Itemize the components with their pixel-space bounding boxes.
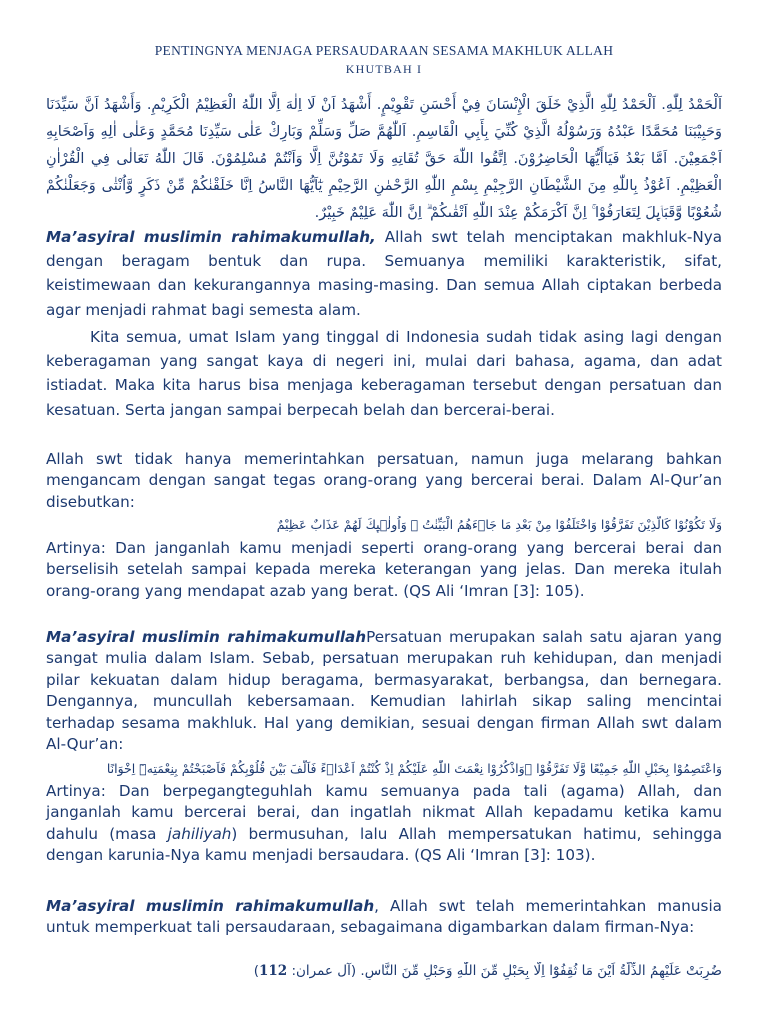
translation-103-text-b: ) bermusuhan, lalu Allah mempersatukan hatimu, sehingga dengan karunia-Nya kamu menjadi bersaudara. (QS Ali ‘Imran [3]: 103). — [46, 824, 722, 865]
page-subtitle: KHUTBAH I — [345, 62, 423, 76]
salutation-lead: Ma’asyiral muslimin rahimakumullah — [46, 897, 375, 915]
translation-103-italic: jahiliyah — [167, 824, 232, 843]
paragraph-diversity: Kita semua, umat Islam yang tinggal di Indonesia sudah tidak asing lagi dengan keberagaman yang sangat kaya di negeri ini, mulai dari bahasa, agama, dan adat istiadat. Maka kita harus bisa menjaga keberagaman tersebut dengan persatuan dan kesatuan. Serta jangan sampai berpecah belah dan bercerai-berai. — [46, 328, 722, 419]
salutation-lead: Ma’asyiral muslimin rahimakumullah — [46, 628, 367, 646]
paragraph-intro — [46, 225, 722, 322]
paragraph-unity-text: Persatuan merupakan salah satu ajaran yang sangat mulia dalam Islam. Sebab, persatuan merupakan ruh kehidupan, dan menjadi pilar kekuatan dalam hidup beragama, bermasyarakat, berbangsa, dan bernegara. Dengannya, muncullah kebersamaan. Kemudian lahirlah sikap saling mencintai terhadap sesama makhluk. Hal yang demikian, sesuai dengan firman Allah swt dalam Al-Qur’an: — [46, 628, 722, 754]
salutation-lead: Ma’asyiral muslimin rahimakumullah, — [46, 228, 376, 246]
paragraph-translation-105: Artinya: Dan janganlah kamu menjadi seperti orang-orang yang bercerai berai dan berselisih setelah sampai kepada mereka keterangan yang jelas. Dan mereka itulah orang-orang yang mendapat azab yang berat. (QS Ali ‘Imran [3]: 105). — [46, 539, 722, 600]
paragraph-unity — [46, 627, 722, 755]
paragraph-brotherhood-text: , Allah swt telah memerintahkan manusia untuk memperkuat tali persaudaraan, sebagaimana digambarkan dalam firman-Nya: — [46, 897, 722, 937]
verse-112-number: 112 — [258, 963, 288, 979]
quran-verse-ali-imran-103: وَاعْتَصِمُوْا بِحَبْلِ اللّٰهِ جَمِيْعًا وَّلَا تَفَرَّقُوْا ۖوَاذْكُرُوْا نِعْمَتَ اللّٰهِ عَلَيْكُمْ اِذْ كُنْتُمْ اَعْدَاۤءً فَاَلَّفَ بَيْنَ قُلُوْبِكُمْ فَاَصْبَحْتُمْ بِنِعْمَتِهٖٓ اِخْوَانًا — [106, 761, 722, 776]
quran-verse-ali-imran-105: وَلَا تَكُوْنُوْا كَالَّذِيْنَ تَفَرَّقُوْا وَاخْتَلَفُوْا مِنْ بَعْدِ مَا جَاۤءَهُمُ الْبَيِّنٰتُ ۗ وَاُولٰۤىِٕكَ لَهُمْ عَذَابٌ عَظِيْمٌ — [276, 517, 722, 532]
paragraph-intro-text: Allah swt telah menciptakan makhluk-Nya dengan beragam bentuk dan rupa. Semuanya memiliki karakteristik, sifat, keistimewaan dan kekurangannya masing-masing. Dan semua Allah ciptakan berbeda agar menjadi rahmat bagi semesta alam. — [46, 228, 722, 319]
verse-112-close: ) — [253, 963, 259, 979]
quran-verse-ali-imran-112 — [46, 962, 722, 980]
paragraph-translation-103 — [46, 781, 722, 867]
verse-112-text: ضُرِبَتْ عَلَيْهِمُ الذِّلَّةُ اَيْنَ مَا ثُقِفُوْٓا اِلَّا بِحَبْلٍ مِّنَ اللّٰهِ وَحَبْلٍ مِّنَ النَّاسِ. (آل عمران: — [291, 963, 722, 979]
translation-103-text-a: Artinya: Dan berpegangteguhlah kamu semuanya pada tali (agama) Allah, dan janganlah kamu bercerai berai, dan ingatlah nikmat Allah kepadamu ketika kamu dahulu (masa — [46, 782, 722, 843]
paragraph-brotherhood — [46, 896, 722, 939]
page-title: PENTINGNYA MENJAGA PERSAUDARAAN SESAMA MAKHLUK ALLAH — [154, 43, 614, 58]
paragraph-prohibition: Allah swt tidak hanya memerintahkan persatuan, namun juga melarang bahkan mengancam dengan sangat tegas orang-orang yang bercerai berai. Dalam Al-Qur’an disebutkan: — [46, 450, 722, 511]
opening-arabic-text: اَلْحَمْدُ لِلّٰهِ. اَلْحَمْدُ لِلّٰهِ الَّذِيْ خَلَقَ الْإِنْسَانَ فِيْ أَحْسَنِ تَقْوِيْمٍ. أَشْهَدُ اَنْ لَا اِلٰهَ اِلَّا اللّٰهُ الْعَظِيْمُ الْكَرِيْمِ. وَأَشْهَدُ اَنَّ سَيِّدَنَا وَحَبِيْبَنَا مُحَمَّدًا عَبْدُهُ وَرَسُوْلُهُ الَّذِيْ كُنِّيَ بِأَبِي الْقَاسِمِ. اَللّٰهُمَّ صَلِّ وَسَلِّمْ وَبَارِكْ عَلٰى سَيِّدِنَا مُحَمَّدٍ وَعَلٰى اٰلِهِ وَاَصْحَابِهِ اَجْمَعِيْنَ. اَمَّا بَعْدُ فَيَاأَيُّهَا الْحَاضِرُوْنَ. اِتَّقُوا اللّٰهَ حَقَّ تُقَاتِهِ وَلَا تَمُوْتُنَّ اِلَّا وَاَنْتُمْ مُسْلِمُوْنَ. قَالَ اللّٰهُ تَعَالٰى فِي الْقُرْاٰنِ الْعَظِيْمِ. اَعُوْذُ بِاللّٰهِ مِنَ الشَّيْطَانِ الرَّجِيْمِ بِسْمِ اللّٰهِ الرَّحْمٰنِ الرَّحِيْمِ يٰٓاَيُّهَا النَّاسُ اِنَّا خَلَقْنٰكُمْ مِّنْ ذَكَرٍ وَّاُنْثٰى وَجَعَلْنٰكُمْ شُعُوْبًا وَّقَبَاۤىِٕلَ لِتَعَارَفُوْا ۚ اِنَّ اَكْرَمَكُمْ عِنْدَ اللّٰهِ اَتْقٰىكُمْ ۗ اِنَّ اللّٰهَ عَلِيْمٌ خَبِيْرٌ. — [46, 97, 722, 221]
